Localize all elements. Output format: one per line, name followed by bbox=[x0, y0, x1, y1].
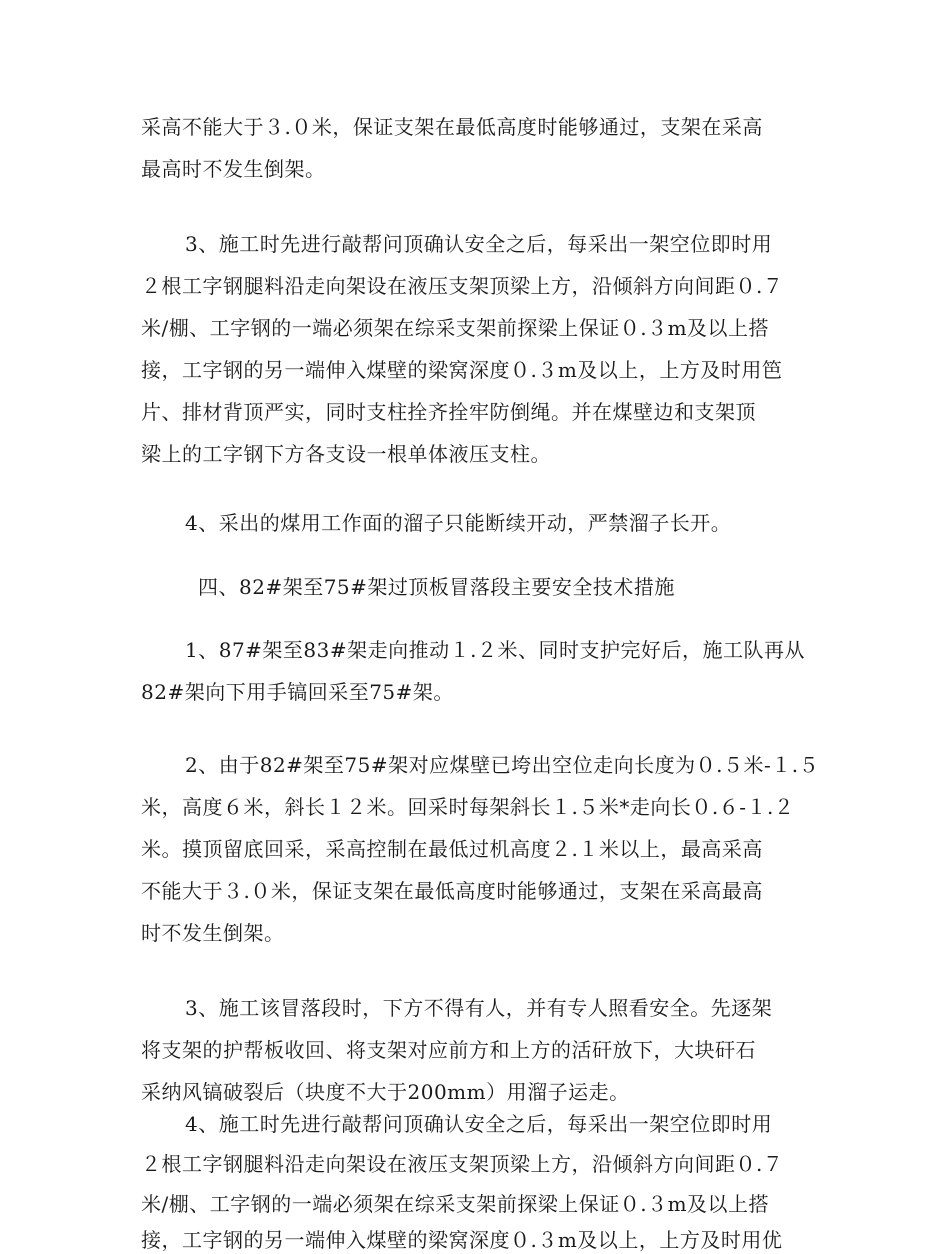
text-line: 采纳风镐破裂后（块度不大于200mm）用溜子运走。 bbox=[141, 1080, 630, 1104]
text-line: 接，工字钢的另一端伸入煤壁的梁窝深度０.３m及以上，上方及时用优 bbox=[141, 1228, 783, 1252]
paragraph-start-line: 3、施工该冒落段时，下方不得有人，并有专人照看安全。先逐架 bbox=[185, 996, 773, 1020]
paragraph-start-line: 4、施工时先进行敲帮问顶确认安全之后，每采出一架空位即时用 bbox=[185, 1112, 773, 1136]
text-line: 不能大于３.０米，保证支架在最低高度时能够通过，支架在采高最高 bbox=[141, 879, 763, 903]
text-line: ２根工字钢腿料沿走向架设在液压支架顶梁上方，沿倾斜方向间距０.７ bbox=[141, 274, 784, 298]
text-line: 将支架的护帮板收回、将支架对应前方和上方的活矸放下，大块矸石 bbox=[141, 1038, 756, 1062]
text-line: 梁上的工字钢下方各支设一根单体液压支柱。 bbox=[141, 442, 551, 466]
text-line: 最高时不发生倒架。 bbox=[141, 157, 326, 181]
text-line: 米/棚、工字钢的一端必须架在综采支架前探梁上保证０.３m及以上搭 bbox=[141, 1192, 770, 1216]
paragraph-start-line: 4、采出的煤用工作面的溜子只能断续开动，严禁溜子长开。 bbox=[185, 511, 732, 535]
paragraph-start-line: 1、87#架至83#架走向推动１.２米、同时支护完好后，施工队再从 bbox=[185, 638, 805, 662]
text-line: 米，高度６米，斜长１２米。回采时每架斜长１.５米*走向长０.６-１.２ bbox=[141, 795, 795, 819]
text-line: 接，工字钢的另一端伸入煤壁的梁窝深度０.３m及以上，上方及时用笆 bbox=[141, 358, 783, 382]
text-line: ２根工字钢腿料沿走向架设在液压支架顶梁上方，沿倾斜方向间距０.７ bbox=[141, 1152, 784, 1176]
paragraph-start-line: 3、施工时先进行敲帮问顶确认安全之后，每采出一架空位即时用 bbox=[185, 232, 773, 256]
text-line: 采高不能大于３.０米，保证支架在最低高度时能够通过，支架在采高 bbox=[141, 115, 763, 139]
text-line: 片、排材背顶严实，同时支柱拴齐拴牢防倒绳。并在煤壁边和支架顶 bbox=[141, 400, 756, 424]
text-line: 米/棚、工字钢的一端必须架在综采支架前探梁上保证０.３m及以上搭 bbox=[141, 316, 770, 340]
paragraph-start-line: 2、由于82#架至75#架对应煤壁已垮出空位走向长度为０.５米-１.５ bbox=[185, 753, 820, 777]
section-heading: 四、82#架至75#架过顶板冒落段主要安全技术措施 bbox=[198, 575, 675, 599]
text-line: 82#架向下用手镐回采至75#架。 bbox=[141, 680, 454, 704]
text-line: 米。摸顶留底回采，采高控制在最低过机高度２.１米以上，最高采高 bbox=[141, 837, 763, 861]
text-line: 时不发生倒架。 bbox=[141, 921, 285, 945]
